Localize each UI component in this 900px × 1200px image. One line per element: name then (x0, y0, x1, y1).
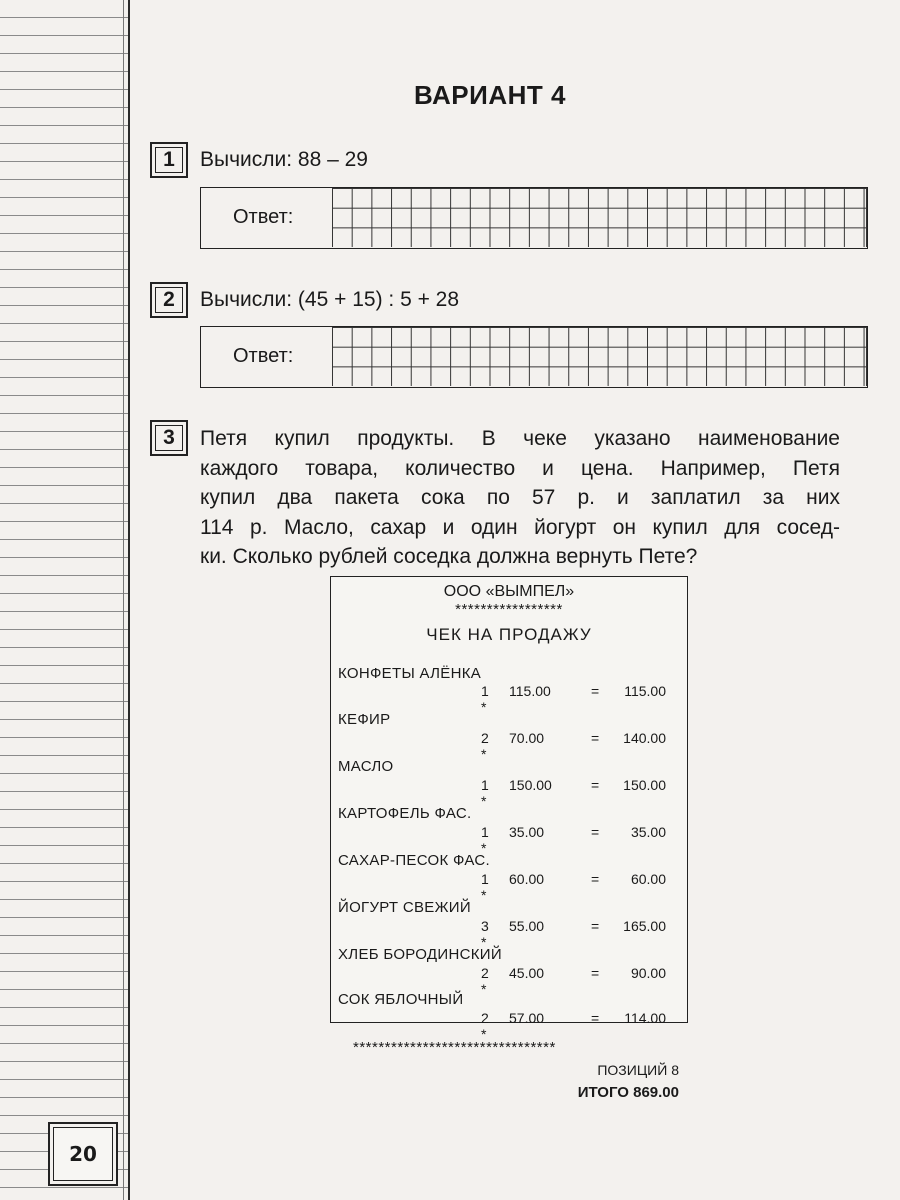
receipt-title: ЧЕК НА ПРОДАЖУ (426, 625, 592, 644)
receipt-item-total: 150.00 (623, 777, 666, 793)
task-1-text: Вычисли: 88 – 29 (200, 148, 368, 171)
receipt-item-name: КЕФИР (338, 711, 391, 728)
receipt-item-price: 45.00 (509, 965, 545, 981)
margin-rule-inner (123, 0, 124, 1200)
receipt-stars-top: ***************** (455, 601, 563, 618)
receipt-item-name: КАРТОФЕЛЬ ФАС. (338, 805, 472, 822)
receipt-item-name: СОК ЯБЛОЧНЫЙ (338, 991, 464, 1008)
receipt-item-total: 140.00 (623, 730, 666, 746)
receipt-item-price: 70.00 (509, 730, 545, 746)
task-3-line: ки. Сколько рублей соседка должна вернуть Пете? (200, 545, 698, 568)
task-3-text (200, 424, 840, 572)
receipt-item-qty: 2 (481, 730, 489, 746)
receipt-item-qty: 3 (481, 918, 489, 934)
task-3-line: 114 р. Масло, сахар и один йогурт он купил для сосед- (200, 515, 840, 539)
task-1-answer-box[interactable] (200, 187, 868, 249)
receipt-total: ИТОГО 869.00 (577, 1084, 679, 1101)
task-2-answer-grid[interactable] (332, 327, 867, 386)
receipt-item-name: КОНФЕТЫ АЛЁНКА (338, 665, 482, 682)
receipt-item-price: 60.00 (509, 871, 545, 887)
receipt-item-qty: 1 (481, 777, 489, 793)
receipt-company: ООО «ВЫМПЕЛ» (443, 583, 575, 600)
receipt: ООО «ВЫМПЕЛ» ***************** ЧЕК НА ПРОДАЖУ КОНФЕТЫ АЛЁНКА 1 * 115.00 = 115.00 КЕФИР 2 * 70.00 = 140.00 МАСЛО 1 * 150.00 = 150.00 КАРТОФЕЛЬ ФАС. 1 * 35.00 = 35.00 САХАР-ПЕСОК ФАС. 1 * 60.00 = 60.00 ЙОГУРТ СВЕЖИЙ 3 * 55.00 = 165.00 ХЛЕБ БОРОДИНСКИЙ 2 * 45.00 = 90.00 СОК ЯБЛОЧНЫЙ 2 * 57.00 = 114.00 ******************************** ПОЗИЦИЙ 8 ИТОГО 869.00 (330, 576, 688, 1023)
receipt-item-qty: 1 (481, 824, 489, 840)
page-title: ВАРИАНТ 4 (414, 80, 566, 110)
receipt-item-name: ХЛЕБ БОРОДИНСКИЙ (338, 946, 502, 963)
receipt-item-total: 35.00 (630, 824, 666, 840)
receipt-item-qty: 2 (481, 965, 489, 981)
task-1-answer-grid[interactable] (332, 188, 867, 247)
task-3-line: Петя купил продукты. В чеке указано наименование (200, 427, 840, 450)
receipt-item-total: 60.00 (630, 871, 666, 887)
receipt-positions: ПОЗИЦИЙ 8 (597, 1062, 679, 1078)
ruled-margin (0, 0, 128, 1200)
receipt-item-price: 115.00 (509, 683, 551, 699)
receipt-item-qty: 1 (481, 683, 489, 699)
receipt-item-name: САХАР-ПЕСОК ФАС. (338, 852, 490, 869)
task-3-number: 3 (150, 420, 188, 456)
receipt-item-price: 55.00 (509, 918, 545, 934)
receipt-item-qty: 1 (481, 871, 489, 887)
receipt-item-name: ЙОГУРТ СВЕЖИЙ (338, 899, 471, 916)
receipt-stars-bottom: ******************************** (353, 1039, 556, 1056)
receipt-item-total: 90.00 (630, 965, 666, 981)
receipt-item-total: 114.00 (624, 1010, 666, 1026)
task-1-answer-label: Ответ: (233, 206, 294, 228)
receipt-item-name: МАСЛО (338, 758, 394, 775)
task-2-text: Вычисли: (45 + 15) : 5 + 28 (200, 288, 460, 311)
task-1-number: 1 (150, 142, 188, 178)
receipt-item-qty: 2 (481, 1010, 489, 1026)
task-2-answer-box[interactable] (200, 326, 868, 388)
task-2-number: 2 (150, 282, 188, 318)
receipt-item-price: 57.00 (509, 1010, 545, 1026)
task-2-answer-label: Ответ: (233, 345, 294, 367)
margin-rule (128, 0, 130, 1200)
task-3-line: купил два пакета сока по 57 р. и заплатил за них (200, 486, 840, 509)
receipt-item-price: 35.00 (509, 824, 545, 840)
receipt-item-total: 165.00 (623, 918, 666, 934)
receipt-item-price: 150.00 (509, 777, 552, 793)
task-3-line: каждого товара, количество и цена. Например, Петя (200, 456, 840, 480)
receipt-item-total: 115.00 (624, 683, 666, 699)
page-number: 20 (48, 1122, 118, 1186)
